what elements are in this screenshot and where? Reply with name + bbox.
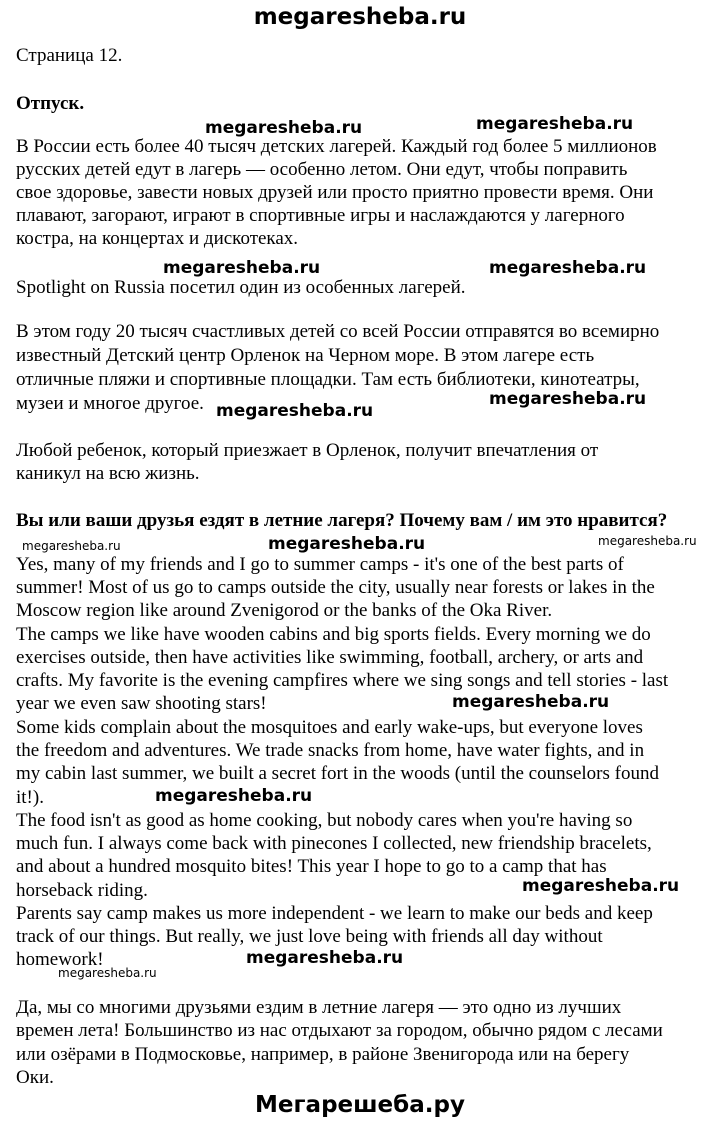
paragraph-line: Spotlight on Russia посетил один из особенных лагерей. [16, 277, 466, 298]
answer-line: horseback riding. [16, 880, 148, 901]
answer-line: summer! Most of us go to camps outside the city, usually near forests or lakes in the [16, 577, 655, 598]
paragraph-line: известный Детский центр Орленок на Черном море. В этом лагере есть [16, 345, 595, 366]
site-footer[interactable]: Мегарешеба.ру [255, 1092, 465, 1118]
question-heading: Вы или ваши друзья ездят в летние лагеря? Почему вам / им это нравится? [16, 510, 668, 531]
paragraph-line: свое здоровье, завести новых друзей или просто приятно провести время. Они [16, 182, 654, 203]
answer-line: the freedom and adventures. We trade snacks from home, have water fights, and in [16, 740, 645, 761]
russian-answer-line: Оки. [16, 1067, 54, 1088]
watermark: megaresheba.ru [522, 876, 680, 896]
answer-line: Some kids complain about the mosquitoes and early wake-ups, but everyone loves [16, 717, 643, 738]
watermark: megaresheba.ru [216, 401, 374, 421]
paragraph-line: каникул на всю жизнь. [16, 463, 200, 484]
answer-line: year we even saw shooting stars! [16, 693, 267, 714]
paragraph-line: костра, на концертах и дискотеках. [16, 228, 299, 249]
answer-line: The camps we like have wooden cabins and big sports fields. Every morning we do [16, 624, 651, 645]
answer-line: Parents say camp makes us more independent - we learn to make our beds and keep [16, 903, 653, 924]
section-title: Отпуск. [16, 93, 85, 114]
answer-line: The food isn't as good as home cooking, but nobody cares when you're having so [16, 810, 633, 831]
watermark: megaresheba.ru [22, 539, 121, 553]
watermark: megaresheba.ru [489, 258, 647, 278]
watermark: megaresheba.ru [489, 389, 647, 409]
answer-line: exercises outside, then have activities like swimming, football, archery, or arts and [16, 647, 644, 668]
paragraph-line: В России есть более 40 тысяч детских лагерей. Каждый год более 5 миллионов [16, 136, 657, 157]
answer-line: much fun. I always come back with pinecones I collected, new friendship bracelets, [16, 833, 652, 854]
paragraph-line: русских детей едут в лагерь — особенно летом. Они едут, чтобы поправить [16, 159, 628, 180]
russian-answer-line: Да, мы со многими друзьями ездим в летние лагеря — это одно из лучших [16, 997, 622, 1018]
watermark: megaresheba.ru [598, 534, 697, 548]
answer-line: it!). [16, 787, 44, 808]
paragraph-line: плавают, загорают, играют в спортивные игры и наслаждаются у лагерного [16, 205, 625, 226]
watermark: megaresheba.ru [163, 258, 321, 278]
watermark: megaresheba.ru [205, 118, 363, 138]
watermark: megaresheba.ru [58, 966, 157, 980]
answer-line: Yes, many of my friends and I go to summer camps - it's one of the best parts of [16, 554, 624, 575]
page-number: Страница 12. [16, 45, 123, 66]
answer-line: crafts. My favorite is the evening campfires where we sing songs and tell stories - last [16, 670, 669, 691]
russian-answer-line: или озёрами в Подмосковье, например, в районе Звенигорода или на берегу [16, 1044, 630, 1065]
answer-line: Moscow region like around Zvenigorod or the banks of the Oka River. [16, 600, 553, 621]
watermark: megaresheba.ru [452, 692, 610, 712]
watermark: megaresheba.ru [476, 114, 634, 134]
watermark: megaresheba.ru [246, 948, 404, 968]
russian-answer-line: времен лета! Большинство из нас отдыхают за городом, обычно рядом с лесами [16, 1020, 663, 1041]
paragraph-line: музеи и многое другое. [16, 393, 204, 414]
site-header[interactable]: megaresheba.ru [253, 4, 467, 30]
paragraph-line: отличные пляжи и спортивные площадки. Там есть библиотеки, кинотеатры, [16, 369, 640, 390]
paragraph-line: В этом году 20 тысяч счастливых детей со всей России отправятся во всемирно [16, 321, 660, 342]
answer-line: and about a hundred mosquito bites! This year I hope to go to a camp that has [16, 856, 607, 877]
watermark: megaresheba.ru [268, 534, 426, 554]
watermark: megaresheba.ru [155, 786, 313, 806]
answer-line: homework! [16, 949, 104, 970]
answer-line: my cabin last summer, we built a secret fort in the woods (until the counselors found [16, 763, 659, 784]
paragraph-line: Любой ребенок, который приезжает в Орленок, получит впечатления от [16, 440, 599, 461]
answer-line: track of our things. But really, we just love being with friends all day without [16, 926, 603, 947]
